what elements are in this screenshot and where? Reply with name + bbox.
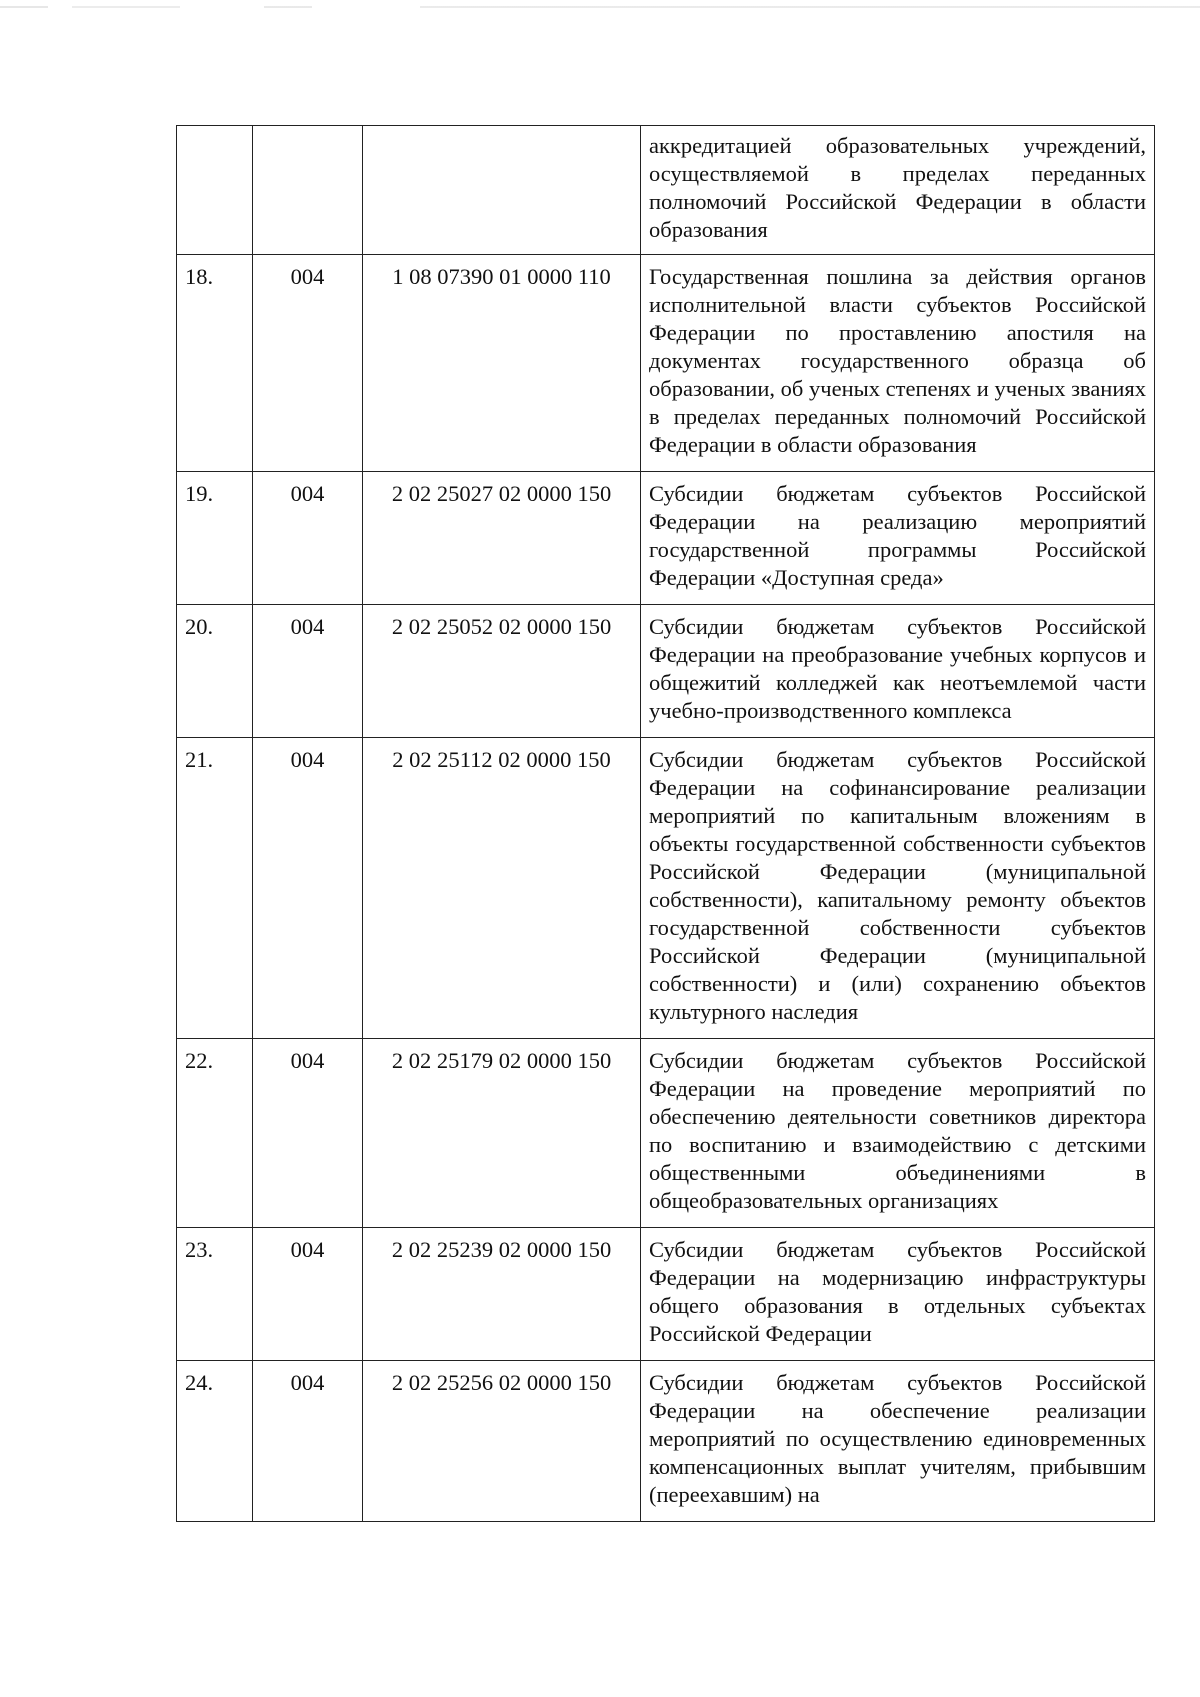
scan-artifact-line [0, 6, 1200, 8]
administrator-code: 004 [253, 472, 363, 605]
administrator-code: 004 [253, 1361, 363, 1522]
revenue-description: Субсидии бюджетам субъектов Российской Федерации на проведение мероприятий по обеспечению деятельности советников директора по воспитанию и взаимодействию с детскими общественными объединениями в общеобразовательных организациях [641, 1039, 1155, 1228]
revenue-description: Субсидии бюджетам субъектов Российской Федерации на обеспечение реализации мероприятий по осуществлению единовременных компенсационных выплат учителям, прибывшим (переехавшим) на [641, 1361, 1155, 1522]
row-number: 19. [177, 472, 253, 605]
budget-classification-code: 2 02 25112 02 0000 150 [363, 738, 641, 1039]
table-row [177, 1228, 1155, 1361]
administrator-code: 004 [253, 738, 363, 1039]
table-row [177, 605, 1155, 738]
budget-classification-code: 2 02 25027 02 0000 150 [363, 472, 641, 605]
budget-classification-code: 2 02 25256 02 0000 150 [363, 1361, 641, 1522]
table-row [177, 255, 1155, 472]
table-row [177, 472, 1155, 605]
budget-classification-code: 2 02 25179 02 0000 150 [363, 1039, 641, 1228]
table-row [177, 126, 1155, 255]
row-number: 23. [177, 1228, 253, 1361]
budget-classification-code: 2 02 25239 02 0000 150 [363, 1228, 641, 1361]
administrator-code: 004 [253, 255, 363, 472]
administrator-code [253, 126, 363, 255]
revenue-codes-table [176, 125, 1155, 1522]
administrator-code: 004 [253, 1039, 363, 1228]
table-row [177, 738, 1155, 1039]
revenue-description: Субсидии бюджетам субъектов Российской Федерации на софинансирование реализации мероприятий по капитальным вложениям в объекты государственной собственности субъектов Российской Федерации (муниципальной собственности), капитальному ремонту объектов государственной собственности субъектов Российской Федерации (муниципальной собственности) и (или) сохранению объектов культурного наследия [641, 738, 1155, 1039]
administrator-code: 004 [253, 605, 363, 738]
revenue-description: Субсидии бюджетам субъектов Российской Федерации на модернизацию инфраструктуры общего образования в отдельных субъектах Российской Федерации [641, 1228, 1155, 1361]
revenue-description: аккредитацией образовательных учреждений, осуществляемой в пределах переданных полномочий Российской Федерации в области образования [641, 126, 1155, 255]
row-number: 22. [177, 1039, 253, 1228]
administrator-code: 004 [253, 1228, 363, 1361]
budget-classification-code: 2 02 25052 02 0000 150 [363, 605, 641, 738]
row-number: 20. [177, 605, 253, 738]
row-number: 24. [177, 1361, 253, 1522]
row-number [177, 126, 253, 255]
budget-classification-code: 1 08 07390 01 0000 110 [363, 255, 641, 472]
revenue-description: Субсидии бюджетам субъектов Российской Федерации на реализацию мероприятий государственной программы Российской Федерации «Доступная среда» [641, 472, 1155, 605]
budget-classification-code [363, 126, 641, 255]
table-row [177, 1361, 1155, 1522]
row-number: 21. [177, 738, 253, 1039]
revenue-description: Государственная пошлина за действия органов исполнительной власти субъектов Российской Федерации по проставлению апостиля на документах государственного образца об образовании, об ученых степенях и ученых званиях в пределах переданных полномочий Российской Федерации в области образования [641, 255, 1155, 472]
revenue-description: Субсидии бюджетам субъектов Российской Федерации на преобразование учебных корпусов и общежитий колледжей как неотъемлемой части учебно-производственного комплекса [641, 605, 1155, 738]
row-number: 18. [177, 255, 253, 472]
table-row [177, 1039, 1155, 1228]
